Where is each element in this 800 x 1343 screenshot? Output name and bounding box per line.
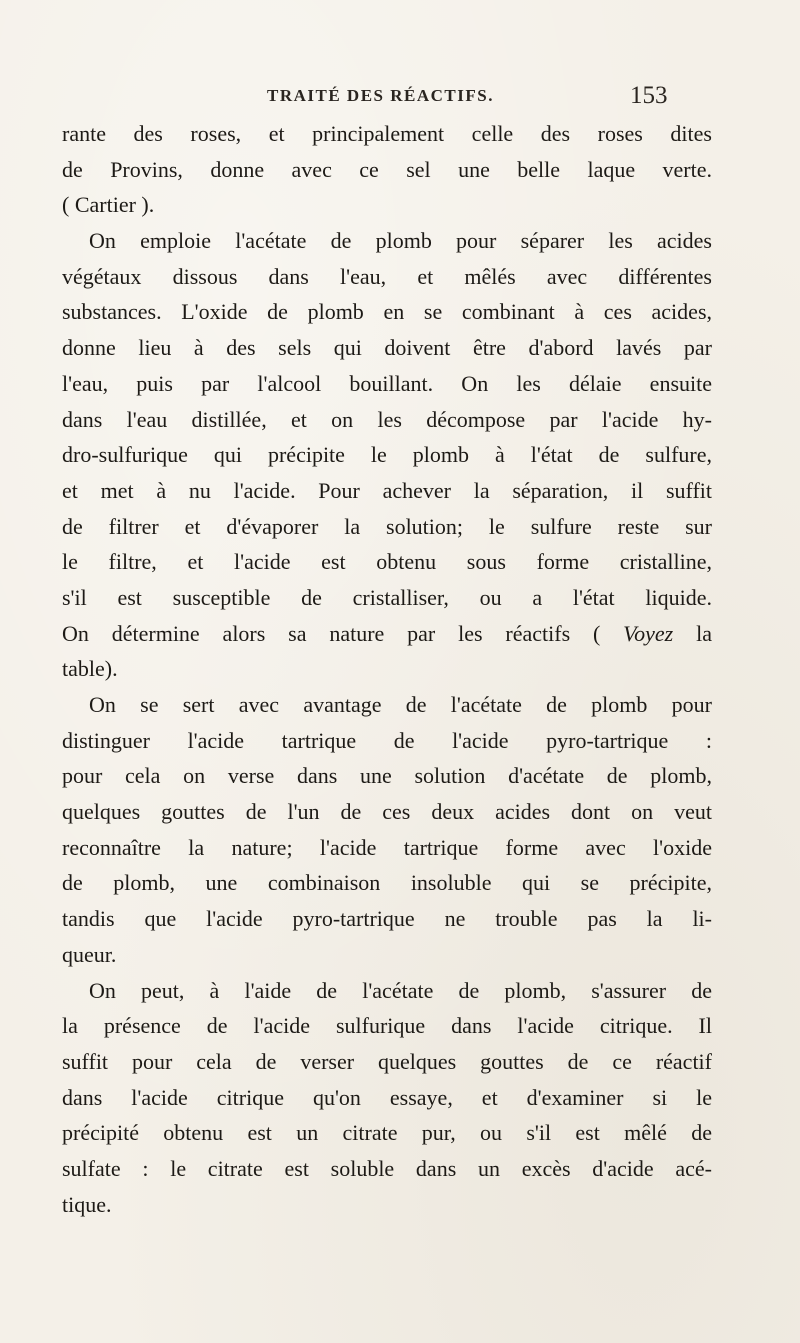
text-line: On emploie l'acétate de plomb pour séparer les acides — [89, 228, 712, 254]
cross-reference-word: Voyez — [623, 620, 674, 646]
text-line: le filtre, et l'acide est obtenu sous forme cristalline, — [62, 549, 712, 575]
text-line: suffit pour cela de verser quelques gouttes de ce réactif — [62, 1048, 712, 1074]
text-line: reconnaître la nature; l'acide tartrique forme avec l'oxide — [62, 834, 712, 860]
text-line: ( Cartier ). — [62, 192, 155, 218]
text-line: dans l'acide citrique qu'on essaye, et d'examiner si le — [62, 1084, 712, 1110]
text-line: la présence de l'acide sulfurique dans l'acide citrique. Il — [62, 1013, 712, 1039]
text-line: On se sert avec avantage de l'acétate de plomb pour — [89, 692, 712, 717]
text-line: s'il est susceptible de cristalliser, ou a l'état liquide. — [62, 584, 712, 610]
text-line: rante des roses, et principalement celle des roses dites — [62, 121, 712, 146]
text-line: de plomb, une combinaison insoluble qui se précipite, — [62, 870, 712, 896]
text-line: de Provins, donne avec ce sel une belle laque verte. — [62, 156, 712, 182]
text-line: tandis que l'acide pyro-tartrique ne trouble pas la li- — [62, 906, 712, 932]
text-line: quelques gouttes de l'un de ces deux acides dont on veut — [62, 799, 712, 825]
text-line: dans l'eau distillée, et on les décompose par l'acide hy- — [62, 406, 712, 432]
text-line: et met à nu l'acide. Pour achever la séparation, il suffit — [62, 477, 712, 503]
text-line: sulfate : le citrate est soluble dans un excès d'acide acé- — [62, 1155, 712, 1181]
text-line: dro-sulfurique qui précipite le plomb à l'état de sulfure, — [62, 442, 712, 468]
running-title: TRAITÉ DES RÉACTIFS. — [267, 86, 494, 105]
text-line: végétaux dissous dans l'eau, et mêlés avec différentes — [62, 263, 712, 289]
text-line: distinguer l'acide tartrique de l'acide pyro-tartrique : — [62, 727, 712, 753]
page-number: 153 — [630, 82, 668, 109]
text-line: l'eau, puis par l'alcool bouillant. On les délaie ensuite — [62, 370, 712, 396]
text-line: queur. — [62, 941, 117, 967]
text-line: donne lieu à des sels qui doivent être d'abord lavés par — [62, 335, 712, 361]
text-line: précipité obtenu est un citrate pur, ou s'il est mêlé de — [62, 1120, 712, 1146]
text-line: On peut, à l'aide de l'acétate de plomb, s'assurer de — [89, 977, 712, 1003]
text-line: On détermine alors sa nature par les réactifs ( Voyez la — [62, 620, 712, 646]
text-line: pour cela on verse dans une solution d'acétate de plomb, — [62, 763, 712, 789]
text-line: tique. — [62, 1191, 112, 1217]
text-line: table). — [62, 656, 118, 682]
page-header — [0, 82, 800, 112]
text-line: de filtrer et d'évaporer la solution; le sulfure reste sur — [62, 513, 712, 539]
text-line: substances. L'oxide de plomb en se combinant à ces acides, — [62, 299, 712, 325]
body-text — [62, 116, 712, 1222]
